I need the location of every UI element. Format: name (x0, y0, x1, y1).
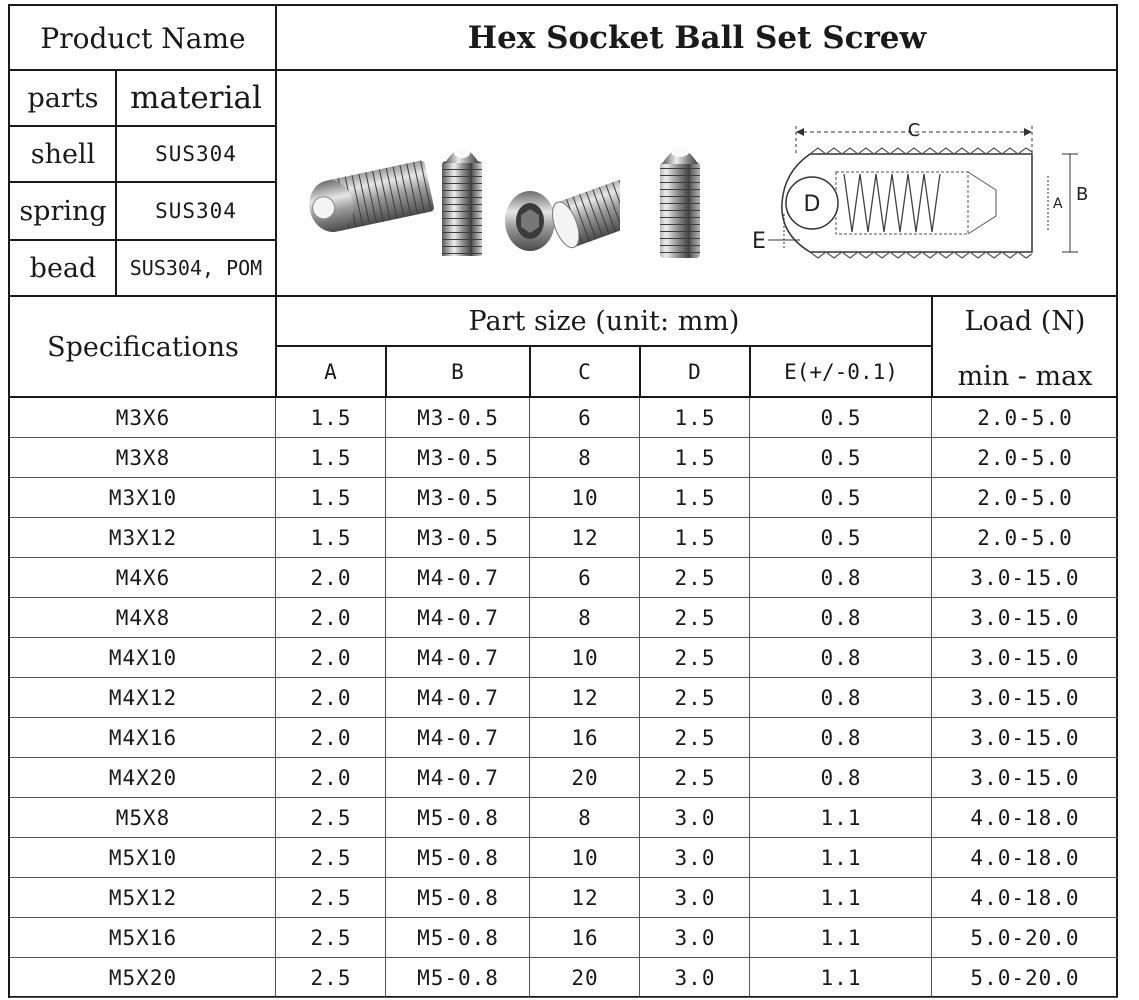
table-row (10, 398, 1118, 438)
col-header-e: E(+/-0.1) (784, 360, 898, 384)
specifications-label: Specifications (47, 331, 239, 363)
spec-a: 1.5 (310, 486, 352, 510)
spec-load: 2.0-5.0 (977, 486, 1073, 510)
spec-d: 2.5 (674, 646, 716, 670)
spec-d: 3.0 (674, 806, 716, 830)
part-spring: spring (19, 195, 107, 227)
spec-a: 2.0 (310, 566, 352, 590)
spec-e: 0.8 (820, 606, 862, 630)
table-row (10, 438, 1118, 478)
spec-load: 3.0-15.0 (970, 646, 1080, 670)
spec-b: M3-0.5 (417, 526, 499, 550)
spec-c: 12 (571, 526, 599, 550)
spec-a: 1.5 (310, 526, 352, 550)
dim-label-c: C (907, 120, 921, 141)
spec-e: 0.8 (820, 646, 862, 670)
spec-d: 3.0 (674, 966, 716, 990)
spec-load: 5.0-20.0 (970, 966, 1080, 990)
spec-model: M4X20 (108, 766, 178, 790)
spec-d: 2.5 (674, 726, 716, 750)
spec-c: 6 (578, 566, 592, 590)
spec-b: M4-0.7 (417, 606, 499, 630)
spec-model: M5X20 (108, 966, 178, 990)
spec-b: M4-0.7 (417, 766, 499, 790)
material-shell: SUS304 (155, 142, 237, 166)
spec-e: 1.1 (820, 966, 862, 990)
spec-e: 0.5 (820, 406, 862, 430)
spec-load: 2.0-5.0 (977, 406, 1073, 430)
load-label: Load (N) (964, 305, 1086, 337)
spec-model: M5X10 (108, 846, 178, 870)
dim-label-b: B (1076, 184, 1089, 205)
spec-model: M4X12 (108, 686, 178, 710)
spec-b: M4-0.7 (417, 566, 499, 590)
spec-load: 4.0-18.0 (970, 846, 1080, 870)
spec-load: 2.0-5.0 (977, 446, 1073, 470)
spec-a: 2.0 (310, 726, 352, 750)
material-spring: SUS304 (155, 199, 237, 223)
dim-label-d: D (803, 192, 821, 217)
spec-e: 0.5 (820, 486, 862, 510)
spec-model: M3X10 (108, 486, 178, 510)
dimension-diagram (740, 114, 1100, 264)
spec-b: M3-0.5 (417, 446, 499, 470)
spec-d: 3.0 (674, 926, 716, 950)
spec-a: 2.0 (310, 686, 352, 710)
spec-e: 1.1 (820, 926, 862, 950)
spec-e: 1.1 (820, 846, 862, 870)
spec-e: 0.8 (820, 686, 862, 710)
spec-model: M3X6 (115, 406, 171, 430)
spec-model: M4X16 (108, 726, 178, 750)
spec-a: 2.5 (310, 926, 352, 950)
spec-d: 1.5 (674, 406, 716, 430)
part-size-label: Part size (unit: mm) (468, 305, 740, 337)
product-title: Hex Socket Ball Set Screw (467, 20, 927, 56)
spec-b: M4-0.7 (417, 686, 499, 710)
product-photo-right (650, 140, 710, 260)
table-row (10, 598, 1118, 638)
screw-photo-illustration (290, 126, 620, 256)
spec-load: 4.0-18.0 (970, 806, 1080, 830)
part-bead: bead (29, 252, 97, 284)
spec-model: M4X8 (115, 606, 171, 630)
spec-e: 1.1 (820, 886, 862, 910)
spec-b: M3-0.5 (417, 406, 499, 430)
material-header: material (130, 80, 262, 116)
spec-b: M5-0.8 (417, 926, 499, 950)
spec-load: 4.0-18.0 (970, 886, 1080, 910)
spec-sheet (8, 4, 1118, 998)
load-subtitle: min - max (957, 360, 1093, 392)
spec-a: 2.5 (310, 806, 352, 830)
spec-model: M3X12 (108, 526, 178, 550)
spec-c: 20 (571, 966, 599, 990)
spec-e: 0.5 (820, 446, 862, 470)
spec-d: 3.0 (674, 846, 716, 870)
spec-e: 0.8 (820, 726, 862, 750)
spec-a: 2.5 (310, 886, 352, 910)
col-header-a: A (324, 360, 338, 384)
spec-d: 2.5 (674, 766, 716, 790)
spec-e: 1.1 (820, 806, 862, 830)
table-row (10, 878, 1118, 918)
spec-c: 8 (578, 446, 592, 470)
spec-c: 10 (571, 846, 599, 870)
material-bead: SUS304, POM (129, 256, 263, 280)
spec-d: 2.5 (674, 686, 716, 710)
table-row (10, 518, 1118, 558)
spec-model: M4X6 (115, 566, 171, 590)
spec-c: 12 (571, 686, 599, 710)
col-header-c: C (578, 360, 592, 384)
col-header-d: D (688, 360, 702, 384)
table-row (10, 758, 1118, 798)
spec-load: 2.0-5.0 (977, 526, 1073, 550)
spec-load: 3.0-15.0 (970, 566, 1080, 590)
spec-c: 16 (571, 726, 599, 750)
table-row (10, 558, 1118, 598)
spec-a: 2.5 (310, 966, 352, 990)
spec-d: 1.5 (674, 446, 716, 470)
spec-c: 6 (578, 406, 592, 430)
spec-a: 2.0 (310, 646, 352, 670)
spec-b: M3-0.5 (417, 486, 499, 510)
spec-d: 2.5 (674, 566, 716, 590)
table-row (10, 798, 1118, 838)
spec-model: M5X8 (115, 806, 171, 830)
product-name-label: Product Name (40, 21, 246, 55)
spec-b: M5-0.8 (417, 806, 499, 830)
table-row (10, 678, 1118, 718)
table-row (10, 638, 1118, 678)
spec-d: 1.5 (674, 486, 716, 510)
spec-load: 5.0-20.0 (970, 926, 1080, 950)
spec-c: 16 (571, 926, 599, 950)
dim-label-e: E (752, 229, 766, 254)
spec-a: 1.5 (310, 406, 352, 430)
spec-d: 3.0 (674, 886, 716, 910)
col-header-b: B (451, 360, 465, 384)
spec-b: M4-0.7 (417, 726, 499, 750)
spec-b: M4-0.7 (417, 646, 499, 670)
spec-load: 3.0-15.0 (970, 726, 1080, 750)
spec-b: M5-0.8 (417, 886, 499, 910)
spec-e: 0.8 (820, 766, 862, 790)
spec-b: M5-0.8 (417, 846, 499, 870)
spec-model: M5X16 (108, 926, 178, 950)
spec-load: 3.0-15.0 (970, 766, 1080, 790)
spec-d: 2.5 (674, 606, 716, 630)
spec-model: M3X8 (115, 446, 171, 470)
spec-d: 1.5 (674, 526, 716, 550)
spec-a: 2.0 (310, 606, 352, 630)
parts-header: parts (27, 82, 99, 114)
spec-model: M4X10 (108, 646, 178, 670)
spec-c: 12 (571, 886, 599, 910)
spec-load: 3.0-15.0 (970, 606, 1080, 630)
spec-model: M5X12 (108, 886, 178, 910)
spec-c: 8 (578, 806, 592, 830)
spec-c: 10 (571, 486, 599, 510)
spec-load: 3.0-15.0 (970, 686, 1080, 710)
table-row (10, 718, 1118, 758)
spec-e: 0.8 (820, 566, 862, 590)
spec-e: 0.5 (820, 526, 862, 550)
spec-a: 2.0 (310, 766, 352, 790)
part-shell: shell (30, 138, 96, 170)
product-photos (290, 126, 620, 256)
spec-a: 2.5 (310, 846, 352, 870)
dim-label-a: A (1053, 196, 1063, 212)
spec-b: M5-0.8 (417, 966, 499, 990)
spec-c: 10 (571, 646, 599, 670)
table-row (10, 478, 1118, 518)
spec-c: 20 (571, 766, 599, 790)
table-row (10, 918, 1118, 958)
table-row (10, 838, 1118, 878)
table-row (10, 958, 1118, 998)
spec-c: 8 (578, 606, 592, 630)
spec-a: 1.5 (310, 446, 352, 470)
